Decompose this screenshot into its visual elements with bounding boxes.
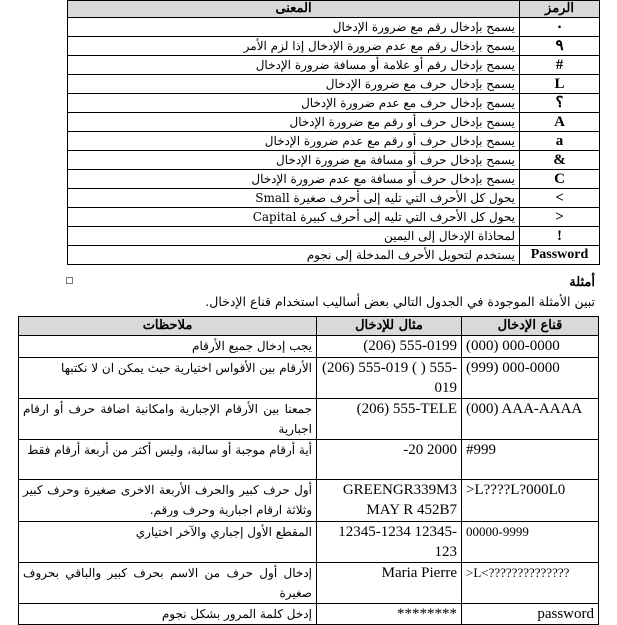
mask-cell: (000) AAA-AAAA [462,399,599,440]
meaning-column-header: المعنى [68,1,520,18]
note-cell: إدخل كلمة المرور بشكل نجوم [19,604,317,625]
meaning-cell: يحول كل الأحرف التي تليه إلى أحرف كبيرة Capital [68,208,520,227]
table-row [19,399,599,440]
input-mask-symbols-table [67,0,600,265]
mask-cell: 00000-9999 [462,522,599,563]
table-row [68,151,600,170]
example-cell: (206) 555-0199 [317,336,462,358]
example-column-header: مثال للإدخال [317,317,462,336]
input-mask-examples-table [18,316,599,625]
mask-cell: password [462,604,599,625]
examples-heading: أمثلة [569,275,595,290]
symbol-cell: a [520,132,600,151]
table-header-row [68,1,600,18]
table-row [19,604,599,625]
table-row [19,480,599,522]
mask-cell: >L????L?000L0 [462,480,599,522]
table-row [68,246,600,265]
symbol-cell: ؟ [520,94,600,113]
table-row [68,208,600,227]
symbol-cell: A [520,113,600,132]
mask-cell: (000) 000-0000 [462,336,599,358]
symbol-cell: Password [520,246,600,265]
meaning-cell: يسمح بإدخال حرف أو رقم مع عدم ضرورة الإدخال [68,132,520,151]
meaning-cell: يسمح بإدخال رقم مع عدم ضرورة الإدخال إذا لزم الأمر [68,37,520,56]
table-row [68,227,600,246]
symbol-cell: ! [520,227,600,246]
symbol-cell: < [520,189,600,208]
table-row [68,189,600,208]
table-row [68,56,600,75]
table-row [19,522,599,563]
example-cell: -20 2000 [317,440,462,480]
meaning-cell: يسمح بإدخال حرف مع ضرورة الإدخال [68,75,520,94]
table-row [68,113,600,132]
mask-cell: >L<?????????????? [462,563,599,604]
example-cell: (206) 555-TELE [317,399,462,440]
table-row [68,94,600,113]
meaning-cell: يستخدم لتحويل الأحرف المدخلة إلى نجوم [68,246,520,265]
note-cell: يجب إدخال جميع الأرقام [19,336,317,358]
table-row [19,563,599,604]
meaning-cell: يحول كل الأحرف التي تليه إلى أحرف صغيرة Small [68,189,520,208]
note-cell: المقطع الأول إجباري والآخر اختياري [19,522,317,563]
note-cell: أول حرف كبير والحرف الأربعة الاخرى صغيرة وحرف كبير وثلاثة ارقام اجبارية وحرف ورقم. [19,480,317,522]
example-cell: (206) 555-019 ( ) 555-019 [317,358,462,399]
symbol-cell: ٠ [520,18,600,37]
object-resize-handle[interactable] [66,277,73,284]
note-cell: جمعنا بين الأرقام الإجبارية وامكانية اضافة حرف أو ارقام اجبارية [19,399,317,440]
table-row [68,75,600,94]
meaning-cell: يسمح بإدخال حرف أو رقم مع ضرورة الإدخال [68,113,520,132]
table-row [68,18,600,37]
table-row [68,132,600,151]
symbol-cell: L [520,75,600,94]
mask-cell: #999 [462,440,599,480]
meaning-cell: يسمح بإدخال حرف أو مسافة مع ضرورة الإدخال [68,151,520,170]
example-cell: GREENGR339M3 MAY R 452B7 [317,480,462,522]
note-cell: الأرقام بين الأقواس اختيارية حيث يمكن ان لا نكتبها [19,358,317,399]
symbol-cell: # [520,56,600,75]
note-cell: أية أرقام موجبة أو سالبة، وليس أكثر من أربعة أرقام فقط [19,440,317,480]
symbol-cell: > [520,208,600,227]
mask-column-header: قناع الإدخال [462,317,599,336]
meaning-cell: يسمح بإدخال حرف مع عدم ضرورة الإدخال [68,94,520,113]
symbol-column-header: الرمز [520,1,600,18]
symbol-cell: & [520,151,600,170]
mask-cell: (999) 000-0000 [462,358,599,399]
notes-column-header: ملاحظات [19,317,317,336]
meaning-cell: يسمح بإدخال رقم أو علامة أو مسافة ضرورة الإدخال [68,56,520,75]
meaning-cell: يسمح بإدخال حرف أو مسافة مع عدم ضرورة الإدخال [68,170,520,189]
meaning-cell: لمحاذاة الإدخال إلى اليمين [68,227,520,246]
example-cell: Maria Pierre [317,563,462,604]
table-row [19,336,599,358]
examples-description: تبين الأمثلة الموجودة في الجدول التالي بعض أساليب استخدام قناع الإدخال. [205,294,595,309]
note-cell: إدخال أول حرف من الاسم بحرف كبير والباقي بحروف صغيرة [19,563,317,604]
table-row [68,170,600,189]
symbol-cell: C [520,170,600,189]
meaning-cell: يسمح بإدخال رقم مع ضرورة الإدخال [68,18,520,37]
table-row [19,358,599,399]
example-cell: ******** [317,604,462,625]
table-row [19,440,599,480]
table-header-row [19,317,599,336]
example-cell: 12345-1234 12345-123 [317,522,462,563]
symbol-cell: ٩ [520,37,600,56]
table-row [68,37,600,56]
